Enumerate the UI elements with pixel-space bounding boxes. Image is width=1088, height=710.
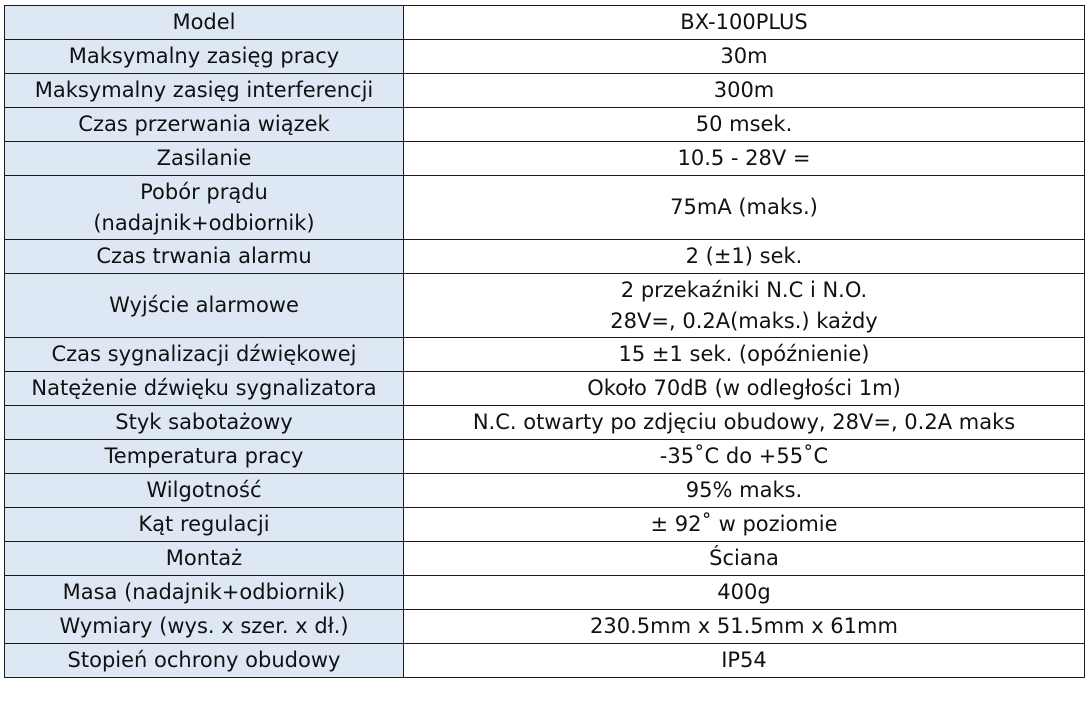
- spec-label-text: Czas przerwania wiązek: [78, 112, 330, 136]
- table-row: [5, 40, 1085, 74]
- table-row: [5, 176, 1085, 240]
- spec-value-text: 300m: [713, 78, 775, 102]
- spec-value-cell: [404, 142, 1085, 176]
- spec-label-cell: [5, 440, 404, 474]
- spec-label-cell: [5, 176, 404, 240]
- spec-value-cell: [404, 274, 1085, 338]
- table-row: [5, 108, 1085, 142]
- spec-label-text: Temperatura pracy: [104, 444, 304, 468]
- spec-value-cell: [404, 176, 1085, 240]
- spec-label-text: Montaż: [165, 546, 243, 570]
- spec-value-text: 2 przekaźniki N.C i N.O.: [620, 277, 868, 302]
- spec-value-cell: [404, 542, 1085, 576]
- spec-value-cell: [404, 474, 1085, 508]
- spec-value-text: 50 msek.: [695, 112, 793, 136]
- spec-value-cell: [404, 40, 1085, 74]
- spec-label-cell: [5, 6, 404, 40]
- spec-label-text: Wymiary (wys. x szer. x dł.): [59, 614, 349, 638]
- table-row: [5, 338, 1085, 372]
- spec-value-text: BX-100PLUS: [680, 10, 808, 34]
- spec-value-text: 28V=, 0.2A(maks.) każdy: [610, 308, 878, 333]
- spec-label-text: Stopień ochrony obudowy: [67, 648, 341, 672]
- spec-value-text: -35˚C do +55˚C: [659, 444, 829, 468]
- spec-value-cell: [404, 610, 1085, 644]
- spec-label-text: Wilgotność: [146, 478, 262, 502]
- table-row: [5, 274, 1085, 338]
- spec-value-cell: [404, 576, 1085, 610]
- spec-label-cell: [5, 108, 404, 142]
- spec-label-text: Zasilanie: [156, 146, 252, 170]
- spec-label-text: Maksymalny zasięg interferencji: [34, 78, 374, 102]
- spec-label-text: Natężenie dźwięku sygnalizatora: [31, 376, 377, 400]
- spec-label-cell: [5, 338, 404, 372]
- spec-value-text: N.C. otwarty po zdjęciu obudowy, 28V=, 0.2A maks: [472, 410, 1016, 434]
- spec-label-cell: [5, 142, 404, 176]
- spec-value-text: 15 ±1 sek. (opóźnienie): [618, 342, 870, 366]
- spec-value-text: 2 (±1) sek.: [685, 244, 803, 268]
- spec-value-cell: [404, 240, 1085, 274]
- spec-value-cell: [404, 644, 1085, 678]
- spec-value-text: 30m: [720, 44, 768, 68]
- spec-label-cell: [5, 240, 404, 274]
- spec-label-text: Wyjście alarmowe: [109, 293, 299, 317]
- table-row: [5, 406, 1085, 440]
- table-row: [5, 542, 1085, 576]
- table-row: [5, 440, 1085, 474]
- spec-label-cell: [5, 74, 404, 108]
- spec-label-cell: [5, 274, 404, 338]
- spec-value-cell: [404, 338, 1085, 372]
- table-row: [5, 474, 1085, 508]
- spec-label-text: Styk sabotażowy: [115, 410, 293, 434]
- spec-label-text: Czas trwania alarmu: [96, 244, 312, 268]
- spec-value-text: ± 92˚ w poziomie: [650, 512, 838, 536]
- table-row: [5, 74, 1085, 108]
- spec-value-cell: [404, 508, 1085, 542]
- spec-label-cell: [5, 576, 404, 610]
- spec-value-cell: [404, 406, 1085, 440]
- spec-value-cell: [404, 74, 1085, 108]
- table-row: [5, 644, 1085, 678]
- spec-label-text: (nadajnik+odbiornik): [93, 210, 315, 235]
- table-row: [5, 6, 1085, 40]
- spec-label-cell: [5, 474, 404, 508]
- spec-value-cell: [404, 440, 1085, 474]
- spec-value-text: 95% maks.: [685, 478, 803, 502]
- spec-value-text: 10.5 - 28V =: [677, 146, 811, 170]
- spec-value-cell: [404, 108, 1085, 142]
- spec-label-text: Masa (nadajnik+odbiornik): [62, 580, 346, 604]
- spec-label-text: Maksymalny zasięg pracy: [68, 44, 340, 68]
- specification-table: [4, 5, 1085, 678]
- spec-label-cell: [5, 610, 404, 644]
- spec-value-text: Około 70dB (w odległości 1m): [587, 376, 901, 400]
- spec-label-text: Czas sygnalizacji dźwiękowej: [51, 342, 357, 366]
- spec-label-text: Model: [172, 10, 236, 34]
- spec-value-text: IP54: [721, 648, 767, 672]
- spec-label-text: Kąt regulacji: [138, 512, 270, 536]
- spec-label-text: Pobór prądu: [140, 179, 268, 204]
- table-row: [5, 576, 1085, 610]
- spec-label-cell: [5, 372, 404, 406]
- spec-label-cell: [5, 644, 404, 678]
- spec-value-text: 230.5mm x 51.5mm x 61mm: [590, 614, 898, 638]
- spec-label-cell: [5, 40, 404, 74]
- spec-value-cell: [404, 6, 1085, 40]
- spec-value-text: 75mA (maks.): [670, 195, 818, 219]
- table-row: [5, 372, 1085, 406]
- spec-value-text: Ściana: [709, 546, 779, 570]
- specification-table-body: [5, 6, 1085, 678]
- spec-value-text: 400g: [717, 580, 771, 604]
- table-row: [5, 240, 1085, 274]
- spec-label-cell: [5, 406, 404, 440]
- spec-label-cell: [5, 508, 404, 542]
- table-row: [5, 142, 1085, 176]
- table-row: [5, 508, 1085, 542]
- table-row: [5, 610, 1085, 644]
- spec-label-cell: [5, 542, 404, 576]
- spec-value-cell: [404, 372, 1085, 406]
